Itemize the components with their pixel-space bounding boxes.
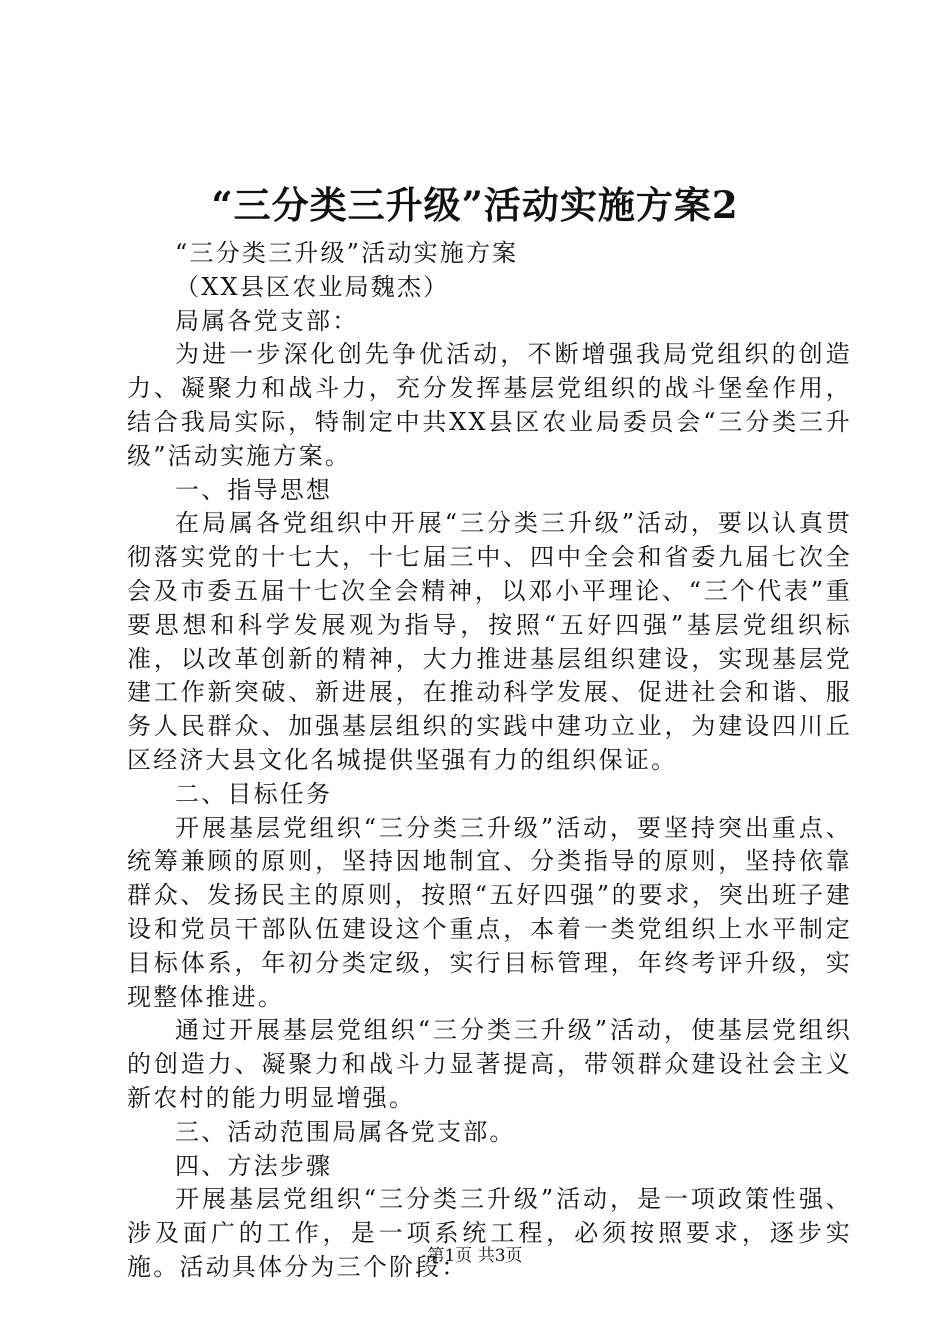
section-heading-scope: 三、活动范围局属各党支部。 bbox=[175, 1117, 516, 1146]
section-heading-methods: 四、方法步骤 bbox=[175, 1151, 333, 1180]
paragraph-methods: 开展基层党组织“三分类三升级”活动，是一项政策性强、涉及面广的工作，是一项系统工程，必须按照要求，逐步实施。活动具体分为三个阶段： bbox=[127, 1185, 852, 1281]
document-body bbox=[127, 237, 852, 1285]
paragraph-author: （XX县区农业局魏杰） bbox=[175, 272, 450, 301]
section-heading-objectives: 二、目标任务 bbox=[175, 779, 333, 808]
paragraph-intro: 为进一步深化创先争优活动，不断增强我局党组织的创造力、凝聚力和战斗力，充分发挥基层党组织的战斗堡垒作用，结合我局实际，特制定中共XX县区农业局委员会“三分类三升级”活动实施方案。 bbox=[127, 340, 852, 470]
page-footer: 第1页 共3页 bbox=[427, 1246, 523, 1266]
paragraph-guiding-ideology: 在局属各党组织中开展“三分类三升级”活动，要以认真贯彻落实党的十七大，十七届三中、四中全会和省委九届七次全会及市委五届十七次全会精神，以邓小平理论、“三个代表”重要思想和科学发展观为指导，按照“五好四强”基层党组织标准，以改革创新的精神，大力推进基层组织建设，实现基层党建工作新突破、新进展，在推动科学发展、促进社会和谐、服务人民群众、加强基层组织的实践中建功立业，为建设四川丘区经济大县文化名城提供坚强有力的组织保证。 bbox=[127, 509, 852, 774]
paragraph-salutation: 局属各党支部： bbox=[175, 306, 359, 335]
section-heading-guiding-ideology: 一、指导思想 bbox=[175, 475, 333, 504]
paragraph-objectives-1: 开展基层党组织“三分类三升级”活动，要坚持突出重点、统筹兼顾的原则，坚持因地制宜、分类指导的原则，坚持依靠群众、发扬民主的原则，按照“五好四强”的要求，突出班子建设和党员干部队伍建设这个重点，本着一类党组织上水平制定目标体系，年初分类定级，实行目标管理，年终考评升级，实现整体推进。 bbox=[127, 813, 852, 1011]
document-title: “三分类三升级”活动实施方案2 bbox=[211, 183, 739, 227]
paragraph-subtitle: “三分类三升级”活动实施方案 bbox=[175, 239, 519, 267]
paragraph-objectives-2: 通过开展基层党组织“三分类三升级”活动，使基层党组织的创造力、凝聚力和战斗力显著提高，带领群众建设社会主义新农村的能力明显增强。 bbox=[127, 1016, 852, 1112]
